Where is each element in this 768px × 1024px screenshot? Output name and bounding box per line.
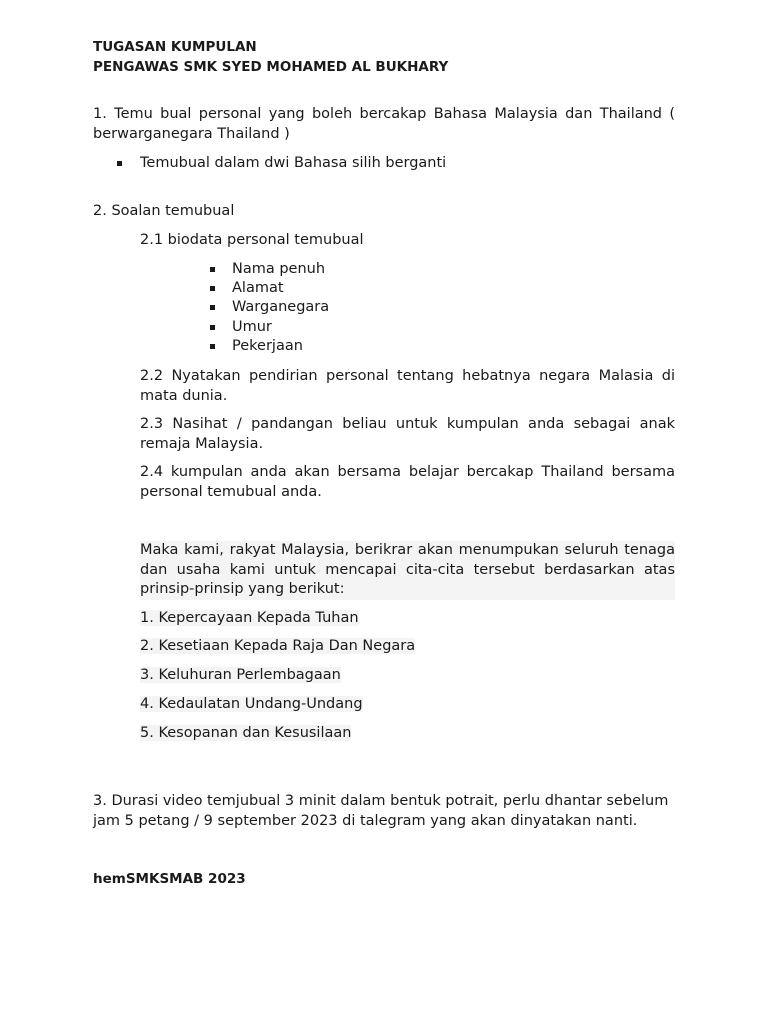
principle-item bbox=[140, 637, 415, 657]
item-2-3: 2.3 Nasihat / pandangan beliau untuk kumpulan anda sebagai anak remaja Malaysia. bbox=[140, 416, 675, 452]
principle-text: 5. Kesopanan dan Kesusilaan bbox=[140, 725, 352, 741]
principle-text: 2. Kesetiaan Kepada Raja Dan Negara bbox=[140, 638, 416, 654]
biodata-item: Nama penuh bbox=[232, 261, 326, 277]
bullet-square-icon bbox=[210, 286, 215, 291]
item-1-bullet: Temubual dalam dwi Bahasa silih berganti bbox=[140, 155, 447, 171]
biodata-item: Warganegara bbox=[232, 299, 330, 315]
doc-subtitle: PENGAWAS SMK SYED MOHAMED AL BUKHARY bbox=[93, 59, 449, 75]
item-3-text: 3. Durasi video temjubual 3 minit dalam bentuk potrait, perlu dhantar sebelum jam 5 petang / 9 september 2023 di talegram yang akan dinyatakan nanti. bbox=[93, 793, 669, 829]
bullet-square-icon bbox=[117, 161, 122, 166]
quote-intro: Maka kami, rakyat Malaysia, berikrar akan menumpukan seluruh tenaga dan usaha kami untuk mencapai cita-cita tersebut berdasarkan atas prinsip-prinsip yang berikut: bbox=[140, 541, 675, 600]
biodata-item: Umur bbox=[232, 319, 272, 335]
principle-text: 1. Kepercayaan Kepada Tuhan bbox=[140, 610, 359, 626]
bullet-square-icon bbox=[210, 305, 215, 310]
principle-item bbox=[140, 666, 341, 686]
principle-text: 3. Keluhuran Perlembagaan bbox=[140, 667, 341, 683]
principle-item bbox=[140, 695, 363, 715]
principle-item bbox=[140, 724, 351, 744]
doc-title: TUGASAN KUMPULAN bbox=[93, 39, 257, 55]
item-2-1-title: 2.1 biodata personal temubual bbox=[140, 232, 364, 248]
principle-item bbox=[140, 609, 359, 629]
biodata-item: Pekerjaan bbox=[232, 338, 303, 354]
item-2-4: 2.4 kumpulan anda akan bersama belajar bercakap Thailand bersama personal temubual anda. bbox=[140, 464, 675, 500]
bullet-square-icon bbox=[210, 344, 215, 349]
footer-signature: hemSMKSMAB 2023 bbox=[93, 871, 246, 887]
item-2-2: 2.2 Nyatakan pendirian personal tentang hebatnya negara Malasia di mata dunia. bbox=[140, 368, 675, 404]
item-1-text: 1. Temu bual personal yang boleh bercakap Bahasa Malaysia dan Thailand ( berwarganegara Thailand ) bbox=[93, 106, 675, 142]
item-2-heading: 2. Soalan temubual bbox=[93, 203, 235, 219]
biodata-item: Alamat bbox=[232, 280, 284, 296]
bullet-square-icon bbox=[210, 325, 215, 330]
bullet-square-icon bbox=[210, 267, 215, 272]
principle-text: 4. Kedaulatan Undang-Undang bbox=[140, 696, 363, 712]
